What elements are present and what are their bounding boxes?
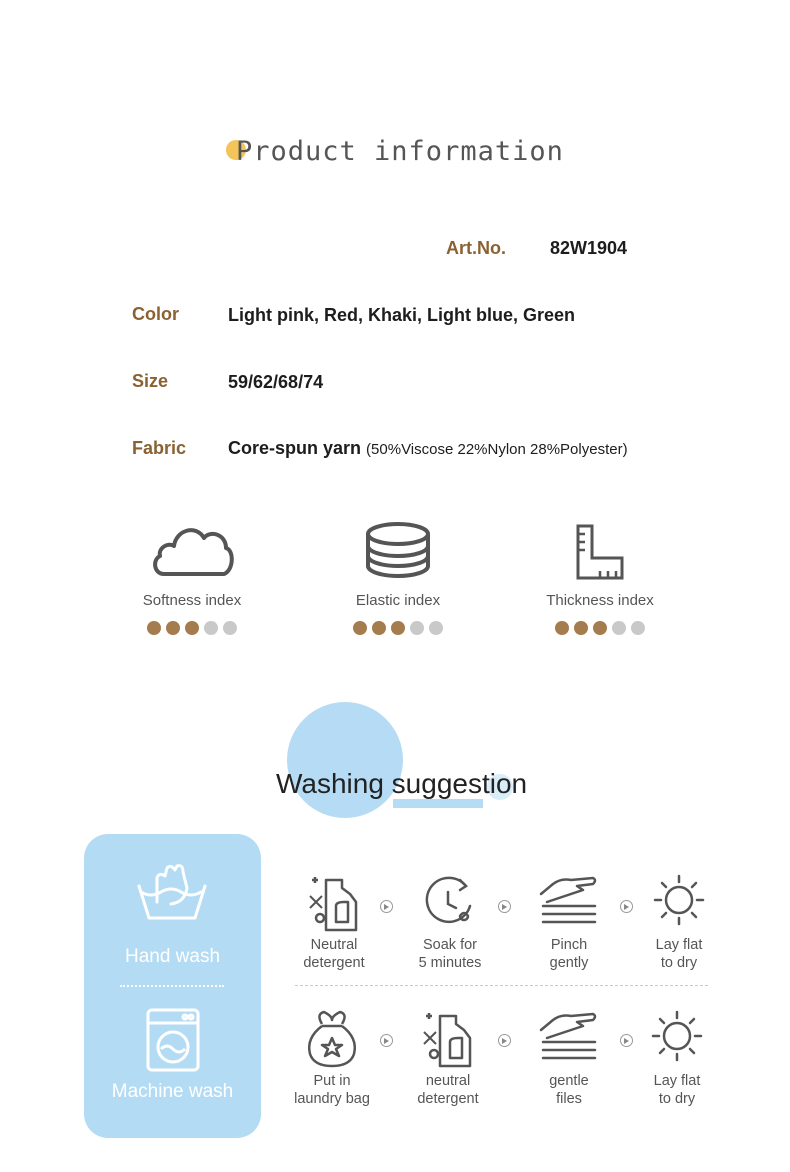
rating-dot-empty: [223, 621, 237, 635]
rating-dot-filled: [353, 621, 367, 635]
laundry-bag-icon: [302, 1008, 362, 1068]
machine-wash-label: Machine wash: [111, 1081, 234, 1102]
spring-coil-icon: [363, 520, 433, 580]
rating-dot-filled: [593, 621, 607, 635]
softness-rating: [107, 621, 277, 635]
machine-step-1-line1: Put in: [313, 1073, 351, 1089]
hand-step-detergent: [279, 872, 389, 972]
ruler-icon: [570, 520, 630, 580]
hand-step-1-line1: Neutral: [310, 937, 358, 953]
color-value: Light pink, Red, Khaki, Light blue, Green: [228, 305, 576, 325]
hand-wash-label: Hand wash: [124, 946, 221, 967]
machine-step-4-line1: Lay flat: [653, 1073, 701, 1089]
rating-dot-empty: [631, 621, 645, 635]
arrow-right-icon: [498, 900, 511, 913]
hand-step-soak: [395, 872, 505, 972]
fabric-value: [228, 438, 628, 459]
hand-step-pinch: [514, 872, 624, 972]
hand-step-dry: [624, 872, 734, 972]
rating-dot-empty: [612, 621, 626, 635]
sun-icon: [649, 872, 709, 932]
panel-divider: [120, 985, 224, 987]
hand-step-2-line2: 5 minutes: [418, 955, 482, 971]
cloud-icon: [150, 520, 234, 580]
washing-machine-icon: [145, 1007, 201, 1073]
rating-dot-filled: [372, 621, 386, 635]
fabric-yarn: Core-spun yarn: [228, 438, 362, 458]
machine-step-4-line2: to dry: [658, 1091, 696, 1107]
title-underline: [393, 799, 483, 808]
machine-step-2-line1: neutral: [425, 1073, 471, 1089]
rating-dot-filled: [166, 621, 180, 635]
timer-icon: [420, 872, 480, 932]
art-no-value: 82W1904: [550, 238, 628, 258]
machine-step-gentle: [514, 1008, 624, 1108]
arrow-right-icon: [380, 900, 393, 913]
thickness-index-label: Thickness index: [546, 592, 654, 609]
machine-step-dry: [622, 1008, 732, 1108]
steps-divider: [295, 985, 708, 986]
arrow-right-icon: [380, 1034, 393, 1047]
color-label: Color: [132, 304, 179, 324]
hand-step-3-line1: Pinch: [550, 937, 588, 953]
size-label: Size: [132, 371, 169, 391]
machine-step-bag: [277, 1008, 387, 1108]
decor-circle: [287, 702, 403, 818]
elastic-index: [313, 520, 483, 635]
machine-step-3-line1: gentle: [549, 1073, 589, 1089]
hand-step-4-line2: to dry: [660, 955, 698, 971]
detergent-bottle-icon: [418, 1008, 478, 1068]
rating-dot-filled: [391, 621, 405, 635]
rating-dot-filled: [555, 621, 569, 635]
page-title: Product information: [236, 136, 564, 167]
hand-step-4-line1: Lay flat: [655, 937, 703, 953]
thickness-index: [515, 520, 685, 635]
softness-index: [107, 520, 277, 635]
hand-step-1-line2: detergent: [303, 955, 365, 971]
softness-index-label: Softness index: [142, 592, 242, 609]
elastic-rating: [313, 621, 483, 635]
machine-step-3-line2: files: [556, 1091, 582, 1107]
hand-press-icon: [539, 1008, 599, 1068]
hand-step-2-line1: Soak for: [423, 937, 477, 953]
rating-dot-filled: [147, 621, 161, 635]
thickness-rating: [515, 621, 685, 635]
sun-icon: [647, 1008, 707, 1068]
machine-step-1-line2: laundry bag: [294, 1091, 370, 1107]
hand-wash-icon: [137, 862, 207, 922]
detergent-bottle-icon: [304, 872, 364, 932]
rating-dot-filled: [185, 621, 199, 635]
rating-dot-filled: [574, 621, 588, 635]
art-no-label: Art.No.: [446, 238, 506, 258]
rating-dot-empty: [410, 621, 424, 635]
machine-step-2-line2: detergent: [417, 1091, 479, 1107]
rating-dot-empty: [204, 621, 218, 635]
elastic-index-label: Elastic index: [355, 592, 441, 609]
fabric-composition: (50%Viscose 22%Nylon 28%Polyester): [366, 441, 628, 458]
hand-step-3-line2: gently: [549, 955, 589, 971]
rating-dot-empty: [429, 621, 443, 635]
washing-title: Washing suggestion: [276, 768, 528, 799]
size-value: 59/62/68/74: [228, 372, 324, 392]
hand-press-icon: [539, 872, 599, 932]
arrow-right-icon: [498, 1034, 511, 1047]
fabric-label: Fabric: [132, 438, 187, 458]
machine-step-detergent: [393, 1008, 503, 1108]
